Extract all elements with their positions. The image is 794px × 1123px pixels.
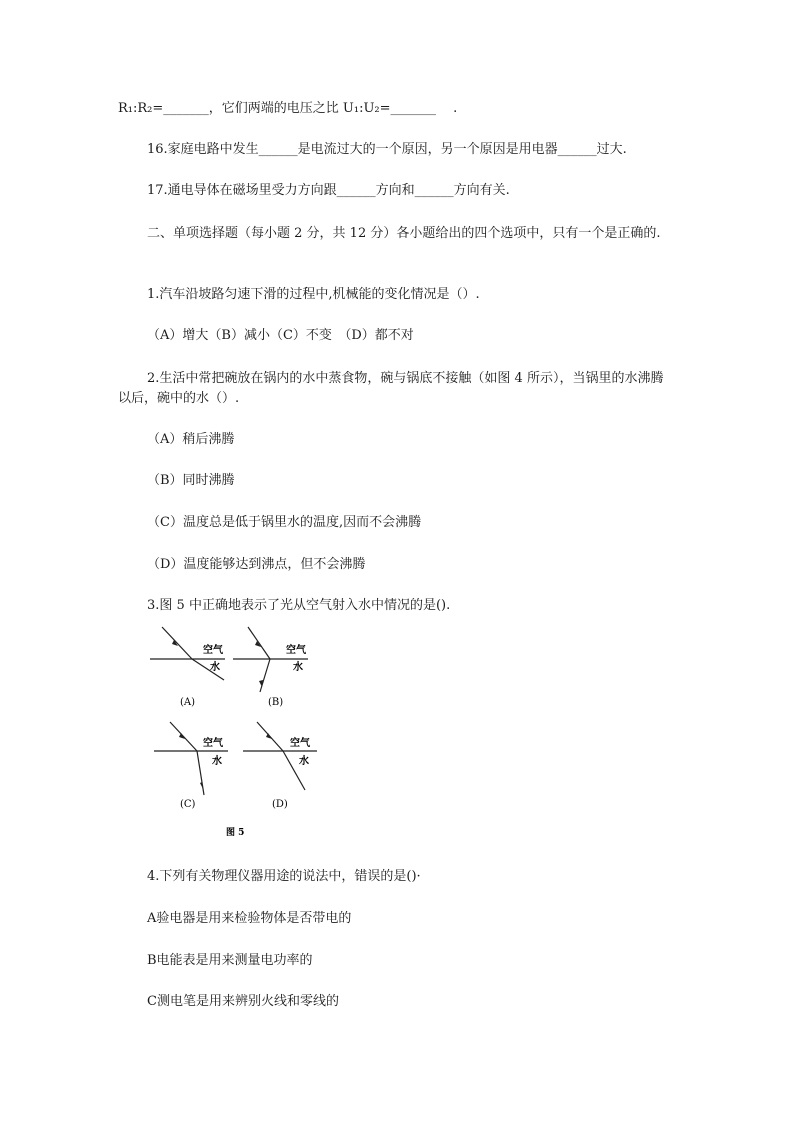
label-a: (A) (180, 697, 196, 708)
question-4-option-b: B电能表是用来测量电功率的 (147, 953, 313, 968)
question-2-option-c: （C）温度总是低于锅里水的温度,因而不会沸腾 (147, 515, 422, 530)
diagram-c (154, 722, 228, 810)
diagram-d (243, 722, 317, 810)
label-b: (B) (268, 697, 284, 708)
label-c: (C) (180, 799, 196, 810)
question-1-options: （A）增大（B）减小（C）不变 （D）都不对 (147, 328, 414, 343)
diagram-a (150, 627, 225, 708)
figure-5-refraction (140, 622, 340, 842)
label-air: 空气 (203, 645, 223, 656)
section-2-heading: 二、单项选择题（每小题 2 分，共 12 分）各小题给出的四个选项中，只有一个是正确的. (147, 226, 661, 241)
question-4: 4.下列有关物理仪器用途的说法中，错误的是()· (147, 869, 421, 884)
question-2-option-b: （B）同时沸腾 (147, 473, 235, 488)
label-water: 水 (210, 662, 220, 673)
question-2-option-d: （D）温度能够达到沸点，但不会沸腾 (147, 557, 366, 572)
figure-caption: 图 5 (226, 828, 245, 838)
question-3: 3.图 5 中正确地表示了光从空气射入水中情况的是(). (147, 598, 451, 613)
label-air: 空气 (290, 738, 310, 749)
label-water: 水 (299, 756, 309, 767)
question-2: 2.生活中常把碗放在锅内的水中蒸食物，碗与锅底不接触（如图 4 所示），当锅里的水沸腾以后，碗中的水（）. (118, 371, 664, 406)
label-water: 水 (293, 662, 303, 673)
diagram-b (233, 627, 308, 708)
question-4-option-a: A验电器是用来检验物体是否带电的 (147, 911, 352, 926)
question-2-option-a: （A）稍后沸腾 (147, 432, 235, 447)
label-air: 空气 (203, 738, 223, 749)
question-4-option-c: C测电笔是用来辨别火线和零线的 (147, 994, 339, 1009)
label-d: (D) (272, 799, 288, 810)
question-1: 1.汽车沿坡路匀速下滑的过程中,机械能的变化情况是（）. (147, 287, 480, 302)
label-air: 空气 (286, 645, 306, 656)
label-water: 水 (212, 756, 222, 767)
question-16: 16.家庭电路中发生______是电流过大的一个原因，另一个原因是用电器______过大. (147, 142, 627, 157)
question-17: 17.通电导体在磁场里受力方向跟______方向和______方向有关. (147, 183, 510, 198)
text-line-15-continuation: R₁:R₂=_______，它们两端的电压之比 U₁:U₂=_______ . (118, 101, 458, 116)
